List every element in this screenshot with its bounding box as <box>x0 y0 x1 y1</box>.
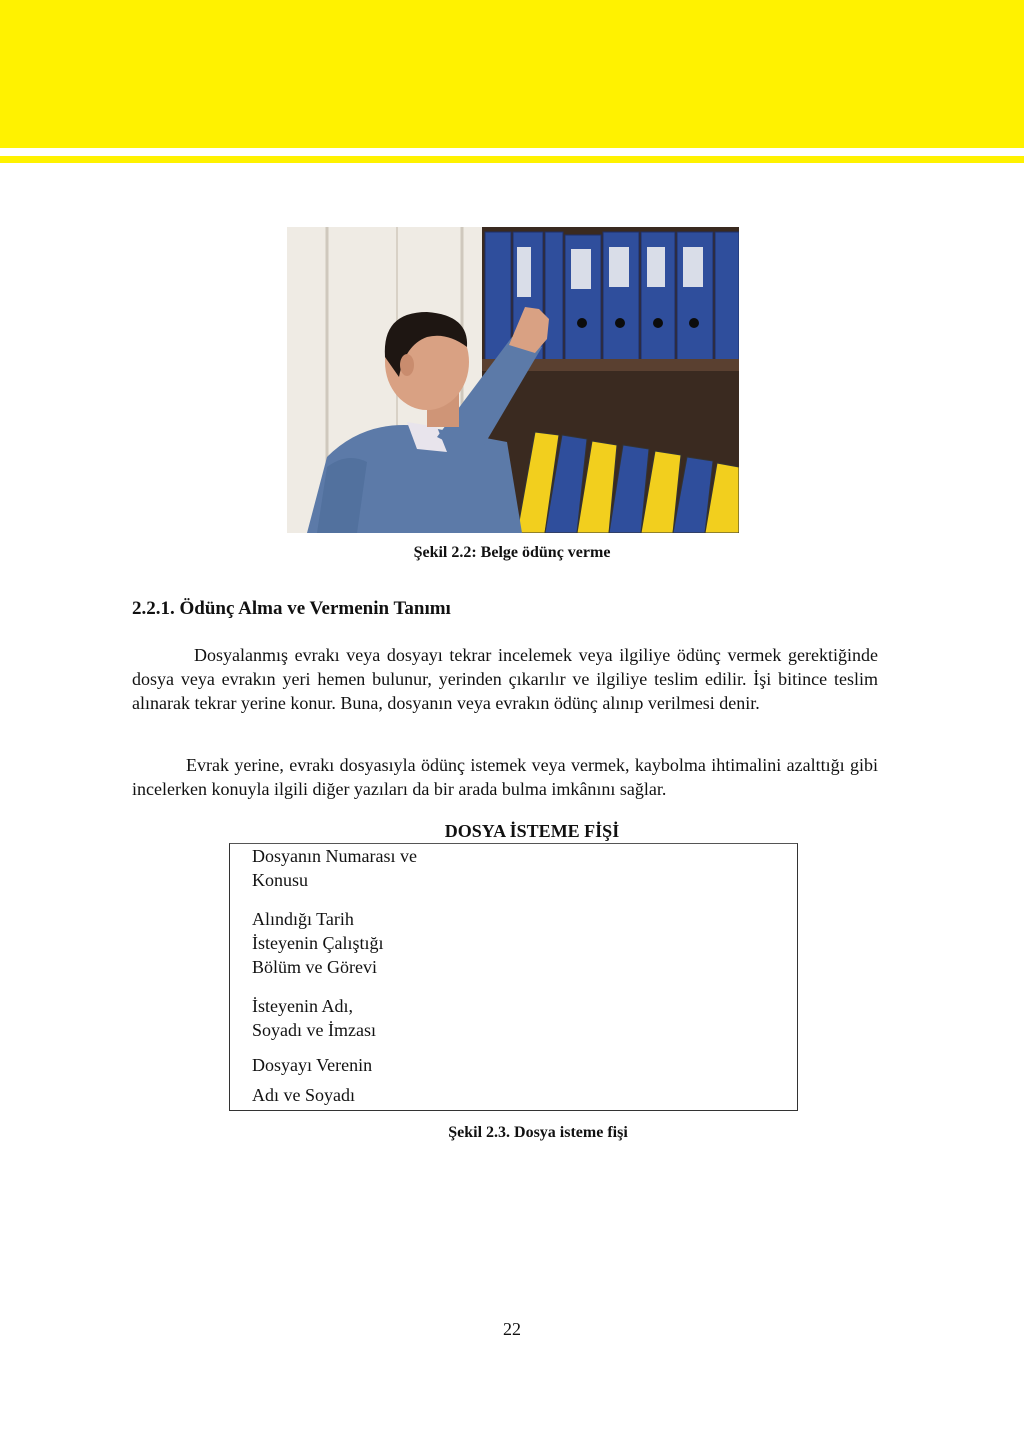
form-field-label: Alındığı Tarih <box>252 909 354 929</box>
form-field-label: İsteyenin Çalıştığı <box>252 933 384 953</box>
form-title: DOSYA İSTEME FİŞİ <box>444 821 620 841</box>
paragraph-1: Dosyalanmış evrakı veya dosyayı tekrar incelemek veya ilgiliye ödünç vermek gerektiğinde dosya veya evrakın yeri hemen bulunur, yerinden çıkarılır ve ilgiliye teslim edilir. İşi bitince teslim alınarak tekrar yerine konur. Buna, dosyanın veya evrakın ödünç alınıp verilmesi denir. <box>132 645 878 713</box>
figure-2-2-caption: Şekil 2.2: Belge ödünç verme <box>413 544 611 561</box>
form-field-label: Dosyanın Numarası ve <box>252 846 417 866</box>
paragraph-2: Evrak yerine, evrakı dosyasıyla ödünç istemek veya vermek, kaybolma ihtimalini azalttığı gibi incelerken konuyla ilgili diğer yazıları da bir arada bulma imkânını sağlar. <box>132 755 878 799</box>
form-field-label: Konusu <box>252 870 309 890</box>
form-field-label: Dosyayı Verenin <box>252 1055 373 1075</box>
page-number: 22 <box>503 1319 521 1339</box>
form-field-label: Soyadı ve İmzası <box>252 1020 376 1040</box>
form-field-label: Bölüm ve Görevi <box>252 957 377 977</box>
form-field-label: İsteyenin Adı, <box>252 996 353 1016</box>
section-heading: 2.2.1. Ödünç Alma ve Vermenin Tanımı <box>132 598 451 619</box>
figure-2-3-caption: Şekil 2.3. Dosya isteme fişi <box>448 1124 628 1141</box>
header-stripe <box>0 156 1024 163</box>
header-banner <box>0 0 1024 148</box>
photo-man-at-shelf <box>287 227 739 533</box>
form-field-label: Adı ve Soyadı <box>252 1085 355 1105</box>
